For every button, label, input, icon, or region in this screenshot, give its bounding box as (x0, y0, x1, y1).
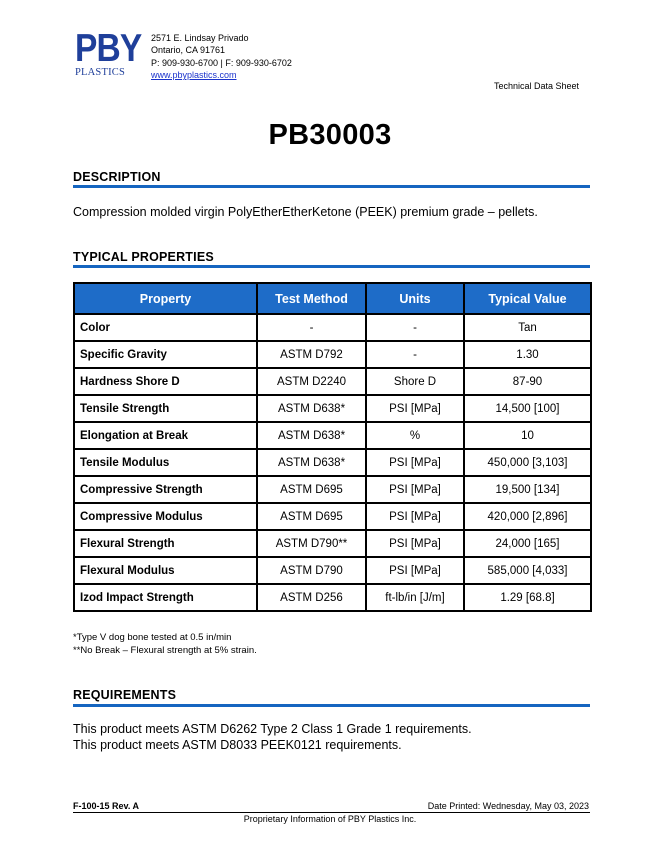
requirements-rule (73, 704, 590, 707)
properties-table (73, 282, 592, 612)
test-method: ASTM D792 (257, 341, 366, 368)
table-row (74, 368, 591, 395)
company-address (151, 32, 292, 82)
test-method: ASTM D638* (257, 395, 366, 422)
phone-fax: P: 909-930-6700 | F: 909-930-6702 (151, 57, 292, 68)
units: - (366, 341, 464, 368)
table-footnotes (73, 631, 257, 657)
footnote-2: **No Break – Flexural strength at 5% strain. (73, 645, 257, 656)
table-row (74, 395, 591, 422)
property-name: Compressive Strength (74, 476, 257, 503)
property-name: Hardness Shore D (74, 368, 257, 395)
document-type: Technical Data Sheet (494, 81, 580, 91)
test-method: ASTM D256 (257, 584, 366, 611)
column-header: Units (366, 283, 464, 314)
address-street: 2571 E. Lindsay Privado (151, 33, 249, 43)
property-name: Tensile Modulus (74, 449, 257, 476)
table-header-row (74, 283, 591, 314)
description-text: Compression molded virgin PolyEtherEtherKetone (PEEK) premium grade – pellets. (73, 205, 538, 219)
table-row (74, 341, 591, 368)
description-heading: DESCRIPTION (73, 170, 161, 184)
description-rule (73, 185, 590, 188)
property-name: Flexural Strength (74, 530, 257, 557)
property-name: Elongation at Break (74, 422, 257, 449)
property-name: Color (74, 314, 257, 341)
footnote-1: *Type V dog bone tested at 0.5 in/min (73, 632, 232, 643)
typical-value: 1.30 (464, 341, 591, 368)
test-method: ASTM D790** (257, 530, 366, 557)
test-method: ASTM D790 (257, 557, 366, 584)
column-header: Test Method (257, 283, 366, 314)
test-method: ASTM D695 (257, 476, 366, 503)
property-name: Izod Impact Strength (74, 584, 257, 611)
typical-value: 10 (464, 422, 591, 449)
logo-sub-text: PLASTICS (75, 67, 126, 78)
column-header: Property (74, 283, 257, 314)
properties-heading: TYPICAL PROPERTIES (73, 250, 214, 264)
test-method: ASTM D695 (257, 503, 366, 530)
website-link[interactable]: www.pbyplastics.com (151, 70, 237, 81)
date-printed: Date Printed: Wednesday, May 03, 2023 (427, 801, 589, 811)
property-name: Tensile Strength (74, 395, 257, 422)
table-row (74, 314, 591, 341)
requirements-text (73, 721, 472, 753)
form-number: F-100-15 Rev. A (73, 801, 140, 811)
table-row (74, 530, 591, 557)
typical-value: 19,500 [134] (464, 476, 591, 503)
units: % (366, 422, 464, 449)
property-name: Specific Gravity (74, 341, 257, 368)
column-header: Typical Value (464, 283, 591, 314)
units: PSI [MPa] (366, 476, 464, 503)
requirement-line-1: This product meets ASTM D6262 Type 2 Class 1 Grade 1 requirements. (73, 722, 472, 736)
typical-value: Tan (464, 314, 591, 341)
test-method: ASTM D638* (257, 449, 366, 476)
pby-logo (73, 27, 142, 83)
table-row (74, 476, 591, 503)
typical-value: 24,000 [165] (464, 530, 591, 557)
test-method: ASTM D2240 (257, 368, 366, 395)
page-title: PB30003 (268, 119, 392, 151)
units: PSI [MPa] (366, 395, 464, 422)
typical-value: 14,500 [100] (464, 395, 591, 422)
typical-value: 450,000 [3,103] (464, 449, 591, 476)
units: PSI [MPa] (366, 557, 464, 584)
units: PSI [MPa] (366, 530, 464, 557)
requirement-line-2: This product meets ASTM D8033 PEEK0121 requirements. (73, 738, 402, 752)
footer-rule (73, 812, 590, 813)
table-row (74, 584, 591, 611)
table-row (74, 557, 591, 584)
test-method: ASTM D638* (257, 422, 366, 449)
typical-value: 1.29 [68.8] (464, 584, 591, 611)
typical-value: 585,000 [4,033] (464, 557, 591, 584)
logo-main-text: PBY (75, 27, 142, 70)
table-row (74, 422, 591, 449)
properties-rule (73, 265, 590, 268)
test-method: - (257, 314, 366, 341)
units: - (366, 314, 464, 341)
proprietary-notice: Proprietary Information of PBY Plastics Inc. (243, 814, 417, 824)
property-name: Flexural Modulus (74, 557, 257, 584)
units: ft-lb/in [J/m] (366, 584, 464, 611)
typical-value: 420,000 [2,896] (464, 503, 591, 530)
requirements-heading: REQUIREMENTS (73, 688, 177, 702)
property-name: Compressive Modulus (74, 503, 257, 530)
typical-value: 87-90 (464, 368, 591, 395)
units: PSI [MPa] (366, 449, 464, 476)
table-row (74, 449, 591, 476)
units: PSI [MPa] (366, 503, 464, 530)
table-row (74, 503, 591, 530)
address-city: Ontario, CA 91761 (151, 45, 226, 56)
units: Shore D (366, 368, 464, 395)
